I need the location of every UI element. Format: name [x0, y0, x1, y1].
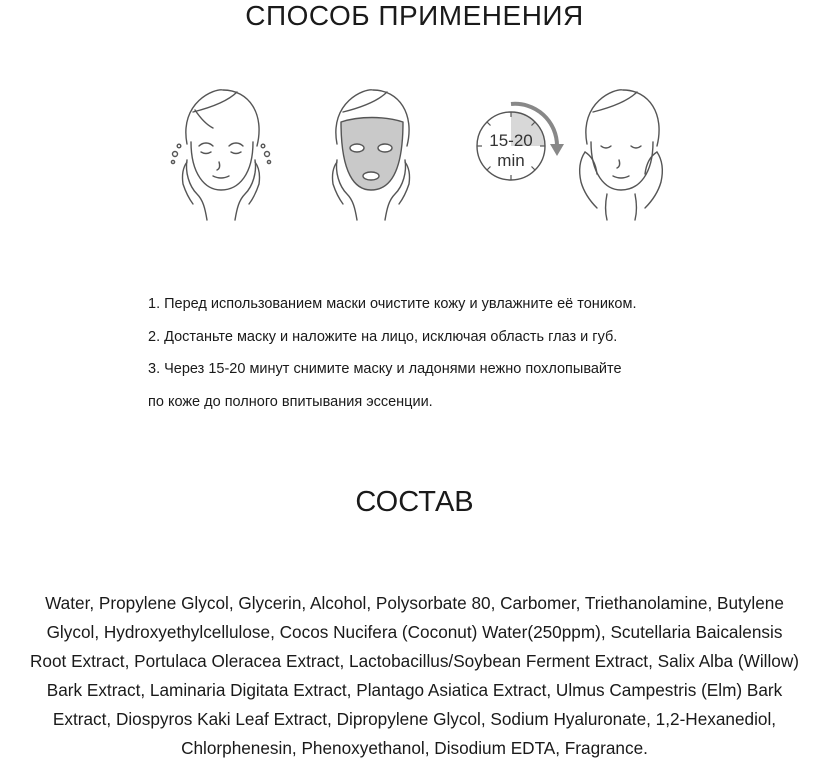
step-3-continued: по коже до полного впитывания эссенции.	[148, 393, 433, 410]
face-mask-icon	[315, 82, 425, 222]
ingredients-line: Bark Extract, Laminaria Digitata Extract, Plantago Asiatica Extract, Ulmus Campestris (Elm) Bark	[46, 680, 783, 700]
timer-unit-label: min	[497, 151, 525, 170]
step-2: 2. Достаньте маску и наложите на лицо, исключая область глаз и губ.	[148, 328, 618, 345]
step-1: 1. Перед использованием маски очистите кожу и увлажните её тоником.	[148, 296, 637, 312]
ingredients-list	[0, 589, 829, 763]
ingredients-line: Root Extract, Portulaca Oleracea Extract, Lactobacillus/Soybean Ferment Extract, Salix Alba (Willow)	[30, 651, 799, 671]
ingredients-line: Chlorphenesin, Phenoxyethanol, Disodium EDTA, Fragrance.	[181, 738, 648, 758]
face-patting-icon	[565, 82, 675, 222]
ingredients-line: Extract, Diospyros Kaki Leaf Extract, Dipropylene Glycol, Sodium Hyaluronate, 1,2-Hexanediol,	[52, 709, 777, 729]
usage-icons	[165, 82, 675, 222]
ingredients-line: Glycol, Hydroxyethylcellulose, Cocos Nucifera (Coconut) Water(250ppm), Scutellaria Baicalensis	[46, 622, 783, 642]
timer-minutes-label: 15-20	[489, 131, 533, 150]
composition-title: СОСТАВ	[355, 486, 474, 518]
face-cleansing-icon	[165, 82, 275, 222]
step-3: 3. Через 15-20 минут снимите маску и ладонями нежно похлопывайте	[148, 361, 622, 377]
timer-icon	[463, 82, 573, 222]
method-title: СПОСОБ ПРИМЕНЕНИЯ	[245, 0, 584, 31]
method-steps	[148, 288, 768, 418]
ingredients-line: Water, Propylene Glycol, Glycerin, Alcohol, Polysorbate 80, Carbomer, Triethanolamine, Butylene	[45, 593, 784, 613]
